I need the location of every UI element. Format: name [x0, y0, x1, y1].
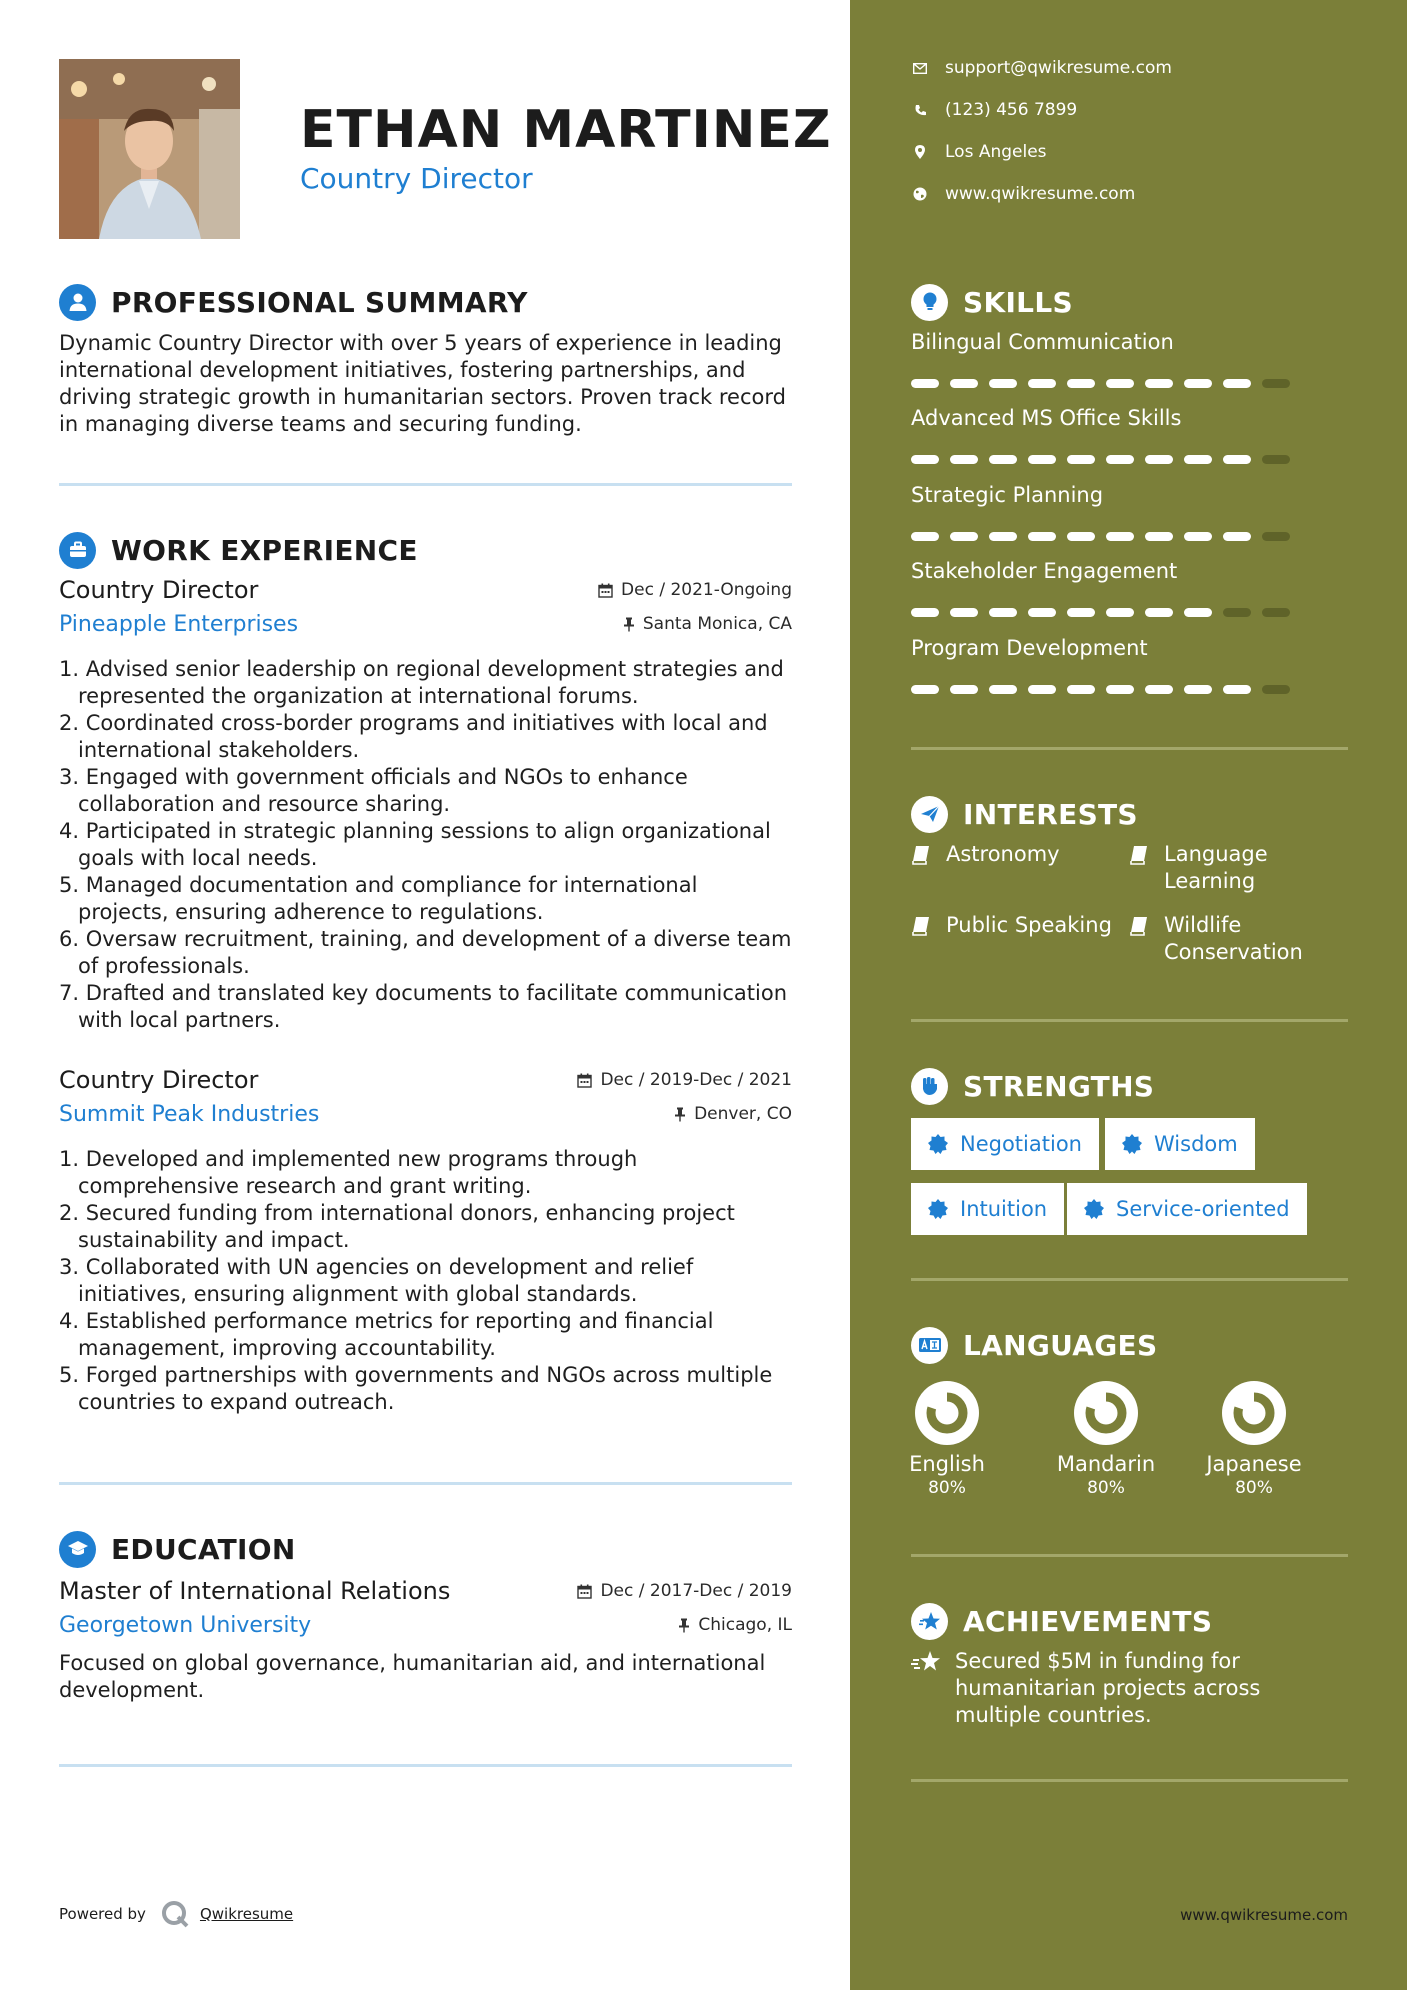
skill-segment-filled [950, 608, 978, 617]
list-item [59, 818, 799, 872]
skill-name: Bilingual Communication [911, 330, 1174, 354]
skill-segment-empty [1262, 608, 1290, 617]
strengths-heading: STRENGTHS [963, 1069, 1155, 1103]
education-entry [59, 1577, 792, 1717]
language-percent: 80% [1087, 1478, 1125, 1498]
skill-segment-filled [950, 532, 978, 541]
skill-segment-filled [1223, 379, 1251, 388]
book-icon [1129, 912, 1151, 966]
bullet-line: management, improving accountability. [78, 1336, 496, 1360]
shooting-star-icon [911, 1648, 943, 1729]
job-entry [59, 1066, 792, 1426]
skill-segment-filled [1145, 455, 1173, 464]
skill-segment-filled [989, 532, 1017, 541]
skill-segment-filled [1028, 532, 1056, 541]
skill-meter [911, 532, 1290, 541]
skill-segment-filled [1106, 685, 1134, 694]
strength-badge [1067, 1183, 1307, 1235]
skill-segment-empty [1223, 608, 1251, 617]
bullet-line: 4. Participated in strategic planning sessions to align organizational [59, 819, 771, 843]
interest-label: Astronomy [946, 842, 1060, 866]
language-ring [914, 1380, 980, 1446]
language-item [1046, 1380, 1166, 1498]
calendar-icon [577, 1073, 592, 1088]
bullet-line: 3. Collaborated with UN agencies on development and relief [59, 1255, 694, 1279]
bullet-line: goals with local needs. [78, 846, 318, 870]
skill-segment-empty [1262, 532, 1290, 541]
book-icon [911, 841, 933, 872]
language-percent: 80% [1235, 1478, 1273, 1498]
strength-label: Wisdom [1154, 1132, 1238, 1156]
map-marker-icon [911, 145, 929, 159]
bullet-line: represented the organization at international forums. [78, 684, 639, 708]
section-divider [59, 483, 792, 486]
phone-text: (123) 456 7899 [945, 100, 1078, 120]
paper-plane-icon [911, 796, 948, 833]
summary-text [59, 330, 792, 438]
skill-name: Strategic Planning [911, 483, 1104, 507]
job-company: Summit Peak Industries [59, 1102, 320, 1127]
language-ring-background [1074, 1381, 1138, 1445]
strengths-section [911, 1066, 1348, 1106]
skill-segment-filled [1145, 685, 1173, 694]
summary-heading: PROFESSIONAL SUMMARY [111, 285, 528, 319]
graduation-cap-icon [59, 1531, 96, 1568]
globe-icon [911, 187, 929, 201]
skill-segment-filled [1184, 608, 1212, 617]
skill-segment-filled [1067, 532, 1095, 541]
list-item [59, 656, 799, 710]
bullet-line: 5. Forged partnerships with governments and NGOs across multiple [59, 1363, 773, 1387]
education-date [577, 1581, 792, 1601]
list-item [59, 1362, 799, 1416]
skill-name: Program Development [911, 636, 1148, 660]
skill-segment-filled [989, 608, 1017, 617]
skill-meter [911, 455, 1290, 464]
badge-icon [1084, 1199, 1104, 1219]
bullet-line: 3. Engaged with government officials and NGOs to enhance [59, 765, 688, 789]
pin-icon [674, 1107, 686, 1122]
bullet-line: 1. Developed and implemented new programs through [59, 1147, 638, 1171]
bullet-line: sustainability and impact. [78, 1228, 350, 1252]
education-heading: EDUCATION [111, 1532, 296, 1566]
education-date-text: Dec / 2017-Dec / 2019 [600, 1581, 792, 1601]
skill-segment-filled [1223, 685, 1251, 694]
translate-icon [911, 1327, 948, 1364]
bullet-line: of professionals. [78, 954, 250, 978]
summary-line: in managing diverse teams and securing funding. [59, 412, 582, 436]
skill-segment-empty [1262, 455, 1290, 464]
achievement-line: humanitarian projects across [955, 1676, 1261, 1700]
skill-segment-filled [911, 608, 939, 617]
list-item [59, 764, 799, 818]
skill-meter [911, 608, 1290, 617]
skill-segment-filled [911, 532, 939, 541]
section-divider [59, 1482, 792, 1485]
section-divider [911, 1554, 1348, 1557]
achievements-section [911, 1601, 1348, 1641]
job-location [674, 1104, 792, 1124]
language-percent: 80% [928, 1478, 966, 1498]
skills-section [911, 282, 1348, 322]
skill-segment-filled [1184, 379, 1212, 388]
interest-label: Learning [1164, 869, 1256, 893]
list-item [59, 872, 799, 926]
school: Georgetown University [59, 1613, 312, 1638]
calendar-icon [577, 1584, 592, 1599]
skill-segment-filled [1106, 532, 1134, 541]
bullet-line: 1. Advised senior leadership on regional development strategies and [59, 657, 784, 681]
languages-section [911, 1325, 1348, 1365]
skill-segment-empty [1262, 379, 1290, 388]
badge-icon [928, 1199, 948, 1219]
skill-name: Advanced MS Office Skills [911, 406, 1182, 430]
language-ring [1221, 1380, 1287, 1446]
brand-link[interactable]: Qwikresume [199, 1905, 294, 1923]
briefcase-icon [59, 532, 96, 569]
footer-website[interactable]: www.qwikresume.com [1180, 1906, 1348, 1924]
calendar-icon [598, 583, 613, 598]
language-item [887, 1380, 1007, 1498]
job-title: Country Director [59, 576, 259, 604]
language-name: English [909, 1452, 985, 1476]
job-entry [59, 576, 792, 1036]
qwikresume-logo-icon [160, 1899, 190, 1929]
interest-label: Wildlife [1164, 913, 1242, 937]
skill-segment-filled [1067, 608, 1095, 617]
education-line: development. [59, 1678, 205, 1702]
language-item [1194, 1380, 1314, 1498]
interest-item [1129, 841, 1268, 895]
skill-segment-filled [1067, 455, 1095, 464]
skill-segment-filled [950, 685, 978, 694]
education-description [59, 1650, 799, 1704]
achievement-line: Secured $5M in funding for [955, 1649, 1240, 1673]
bullet-line: 2. Secured funding from international donors, enhancing project [59, 1201, 735, 1225]
location-text: Los Angeles [945, 142, 1047, 162]
bullet-line: 7. Drafted and translated key documents to facilitate communication [59, 981, 788, 1005]
skill-segment-filled [1184, 532, 1212, 541]
skill-name: Stakeholder Engagement [911, 559, 1178, 583]
book-icon [911, 912, 933, 943]
education-section [59, 1529, 792, 1569]
contact-phone[interactable] [911, 100, 1077, 120]
website-text: www.qwikresume.com [945, 184, 1136, 204]
interests-section [911, 794, 1348, 834]
job-bullets [59, 656, 799, 1034]
skill-segment-filled [1067, 685, 1095, 694]
skill-segment-filled [1106, 455, 1134, 464]
pin-icon [678, 1618, 690, 1633]
strength-label: Service-oriented [1116, 1197, 1290, 1221]
summary-section [59, 282, 792, 438]
interest-label: Language [1164, 842, 1268, 866]
skill-segment-filled [1028, 455, 1056, 464]
interest-item [911, 841, 1060, 872]
list-item [59, 980, 799, 1034]
skill-segment-filled [911, 379, 939, 388]
achievements-heading: ACHIEVEMENTS [963, 1604, 1213, 1638]
strength-badge [911, 1118, 1099, 1170]
job-date [598, 580, 792, 600]
skill-segment-filled [1145, 532, 1173, 541]
pin-icon [623, 617, 635, 632]
job-bullets [59, 1146, 799, 1416]
language-ring-background [1222, 1381, 1286, 1445]
achievement-item [911, 1648, 1348, 1729]
book-icon [1129, 841, 1151, 895]
user-icon [59, 284, 96, 321]
interest-item [911, 912, 1112, 943]
job-date-text: Dec / 2019-Dec / 2021 [600, 1070, 792, 1090]
badge-icon [1122, 1134, 1142, 1154]
strength-label: Negotiation [960, 1132, 1082, 1156]
phone-icon [911, 104, 929, 117]
email-text: support@qwikresume.com [945, 58, 1172, 78]
bullet-line: 5. Managed documentation and compliance for international [59, 873, 698, 897]
skill-segment-filled [1223, 455, 1251, 464]
powered-by-text: Powered by [59, 1905, 146, 1923]
section-divider [911, 747, 1348, 750]
language-ring-background [915, 1381, 979, 1445]
interest-item [1129, 912, 1303, 966]
bullet-line: collaboration and resource sharing. [78, 792, 451, 816]
strength-badge [1105, 1118, 1255, 1170]
skill-segment-filled [989, 379, 1017, 388]
strength-badge [911, 1183, 1064, 1235]
candidate-name: ETHAN MARTINEZ [300, 100, 832, 160]
skill-segment-filled [1145, 379, 1173, 388]
skill-segment-filled [1028, 608, 1056, 617]
job-date-text: Dec / 2021-Ongoing [621, 580, 792, 600]
skill-segment-filled [1028, 379, 1056, 388]
section-divider [911, 1019, 1348, 1022]
badge-icon [928, 1134, 948, 1154]
skills-heading: SKILLS [963, 285, 1073, 319]
contact-email[interactable] [911, 58, 1172, 78]
candidate-title: Country Director [300, 162, 533, 195]
strength-label: Intuition [960, 1197, 1048, 1221]
skill-segment-filled [1184, 685, 1212, 694]
skill-segment-filled [1028, 685, 1056, 694]
skill-segment-filled [1184, 455, 1212, 464]
interest-label: Public Speaking [946, 913, 1112, 937]
skill-segment-filled [950, 455, 978, 464]
contact-location [911, 142, 1047, 162]
star-icon [911, 1603, 948, 1640]
languages-heading: LANGUAGES [963, 1328, 1158, 1362]
language-name: Mandarin [1056, 1452, 1156, 1476]
degree: Master of International Relations [59, 1577, 451, 1605]
list-item [59, 1254, 799, 1308]
list-item [59, 710, 799, 764]
skill-segment-empty [1262, 685, 1290, 694]
education-location-text: Chicago, IL [698, 1615, 792, 1635]
bullet-line: 2. Coordinated cross-border programs and initiatives with local and [59, 711, 768, 735]
experience-section [59, 530, 792, 570]
skill-segment-filled [1106, 379, 1134, 388]
skill-segment-filled [1223, 532, 1251, 541]
interests-heading: INTERESTS [963, 797, 1138, 831]
skill-segment-filled [911, 455, 939, 464]
skill-segment-filled [911, 685, 939, 694]
skill-meter [911, 685, 1290, 694]
section-divider [59, 1764, 792, 1767]
bullet-line: international stakeholders. [78, 738, 360, 762]
skill-segment-filled [950, 379, 978, 388]
lightbulb-icon [911, 284, 948, 321]
summary-line: driving strategic growth in humanitarian sectors. Proven track record [59, 385, 786, 409]
job-company: Pineapple Enterprises [59, 612, 299, 637]
skill-segment-filled [989, 455, 1017, 464]
job-title: Country Director [59, 1066, 259, 1094]
education-line: Focused on global governance, humanitarian aid, and international [59, 1651, 766, 1675]
bullet-line: comprehensive research and grant writing. [78, 1174, 532, 1198]
section-divider [911, 1278, 1348, 1281]
profile-photo [59, 59, 240, 239]
bullet-line: 4. Established performance metrics for reporting and financial [59, 1309, 714, 1333]
job-date [577, 1070, 792, 1090]
list-item [59, 926, 799, 980]
skill-segment-filled [1145, 608, 1173, 617]
language-name: Japanese [1206, 1452, 1302, 1476]
skill-segment-filled [989, 685, 1017, 694]
education-location [678, 1615, 792, 1635]
powered-by [59, 1899, 293, 1929]
bullet-line: with local partners. [78, 1008, 281, 1032]
bullet-line: 6. Oversaw recruitment, training, and development of a diverse team [59, 927, 792, 951]
job-location-text: Santa Monica, CA [642, 614, 792, 634]
bullet-line: projects, ensuring adherence to regulations. [78, 900, 544, 924]
summary-line: Dynamic Country Director with over 5 years of experience in leading [59, 331, 782, 355]
language-ring [1073, 1380, 1139, 1446]
bullet-line: countries to expand outreach. [78, 1390, 395, 1414]
job-location-text: Denver, CO [694, 1104, 792, 1124]
list-item [59, 1146, 799, 1200]
section-divider [911, 1779, 1348, 1782]
list-item [59, 1308, 799, 1362]
bullet-line: initiatives, ensuring alignment with global standards. [78, 1282, 638, 1306]
skill-meter [911, 379, 1290, 388]
skill-segment-filled [1067, 379, 1095, 388]
job-location [623, 614, 792, 634]
envelope-icon [911, 63, 929, 74]
interest-label: Conservation [1164, 940, 1303, 964]
skill-segment-filled [1106, 608, 1134, 617]
summary-line: international development initiatives, fostering partnerships, and [59, 358, 746, 382]
contact-website[interactable] [911, 184, 1135, 204]
fist-icon [911, 1068, 948, 1105]
achievement-line: multiple countries. [955, 1703, 1152, 1727]
experience-heading: WORK EXPERIENCE [111, 533, 418, 567]
list-item [59, 1200, 799, 1254]
